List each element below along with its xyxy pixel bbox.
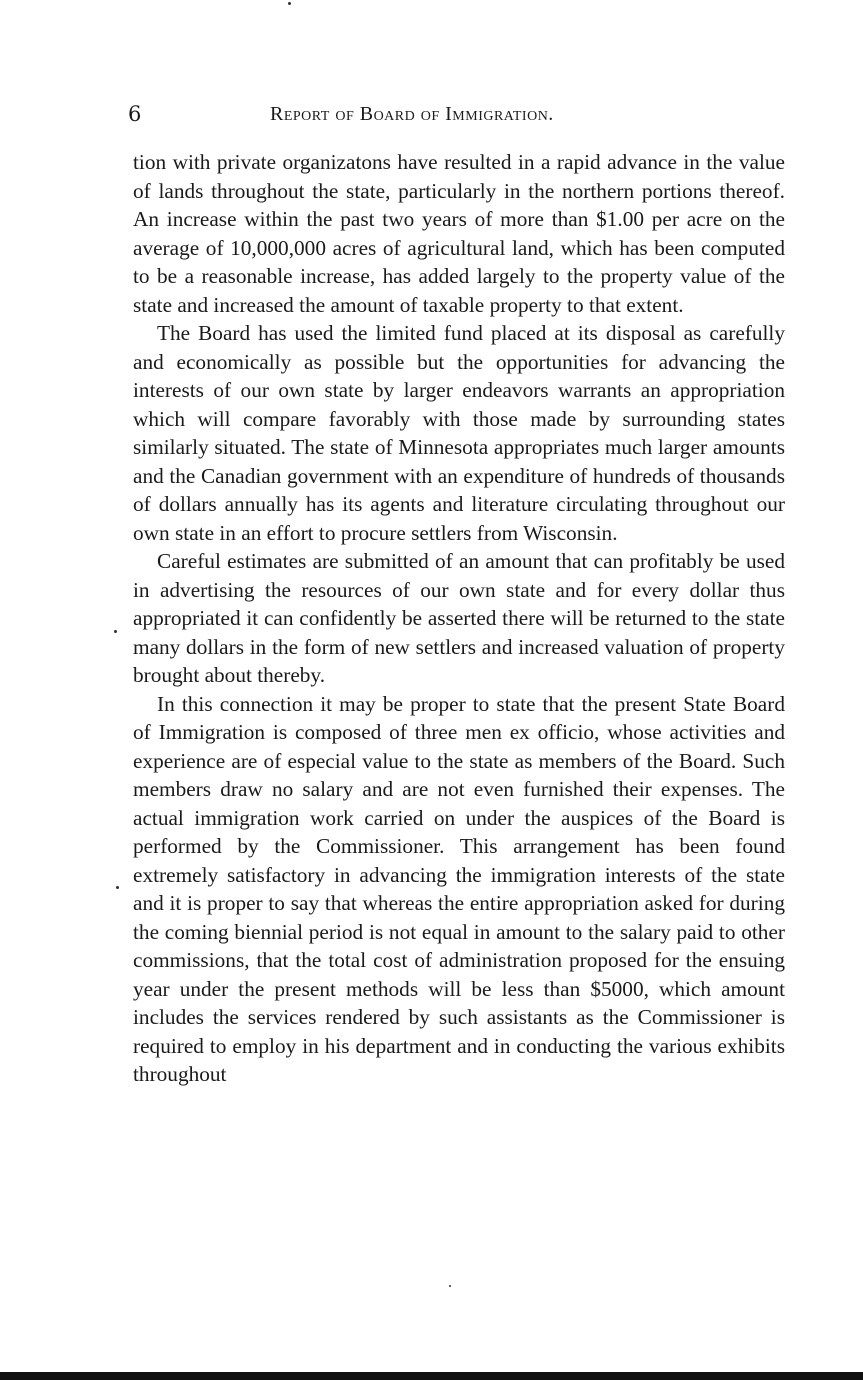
paragraph-board-composition: In this connection it may be proper to state that the present State Board of Immigration is composed of three men ex officio, whose activities and experience are of especial value to the state as members of the Board. Such members draw no salary and are not even furnished their expenses. The actual immigration work carried on under the auspices of the Board is performed by the Commissioner. This arrangement has been found extremely satisfactory in advancing the immigration interests of the state and it is proper to say that whereas the entire appropriation asked for during the coming biennial period is not equal in amount to the salary paid to other commissions, that the total cost of administration proposed for the ensuing year under the present methods will be less than $5000, which amount includes the services rendered by such assistants as the Commissioner is required to employ in his department and in conducting the various exhibits throughout [133,691,785,1086]
scan-speck [449,1285,451,1287]
scan-speck [114,630,117,633]
page-number: 6 [128,102,142,126]
running-title: Report of Board of Immigration. [270,103,554,125]
scan-bottom-edge [0,1372,863,1380]
page-header [0,100,863,132]
paragraph-land-values: tion with private organizatons have resulted in a rapid advance in the value of lands throughout the state, particularly in the northern portions thereof. An increase within the past two years of more than $1.00 per acre on the average of 10,000,000 acres of agricultural land, which has been computed to be a reasonable increase, has added largely to the property value of the state and increased the amount of taxable property to that extent. [133,150,785,317]
paragraph-estimates: Careful estimates are submitted of an amount that can profitably be used in advertising the resources of our own state and for every dollar thus appropriated it can confidently be asserted there will be returned to the state many dollars in the form of new settlers and increased valuation of property brought about thereby. [133,549,785,687]
scan-speck [116,886,119,889]
scan-speck [288,2,291,5]
paragraph-board-funds: The Board has used the limited fund placed at its disposal as carefully and economically as possible but the opportunities for advancing the interests of our own state by larger endeavors warrants an appropriation which will compare favorably with those made by surrounding states similarly situated. The state of Minnesota appropriates much larger amounts and the Canadian government with an expenditure of hundreds of thousands of dollars annually has its agents and literature circulating throughout our own state in an effort to procure settlers from Wisconsin. [133,321,785,545]
body-text [133,148,785,1089]
